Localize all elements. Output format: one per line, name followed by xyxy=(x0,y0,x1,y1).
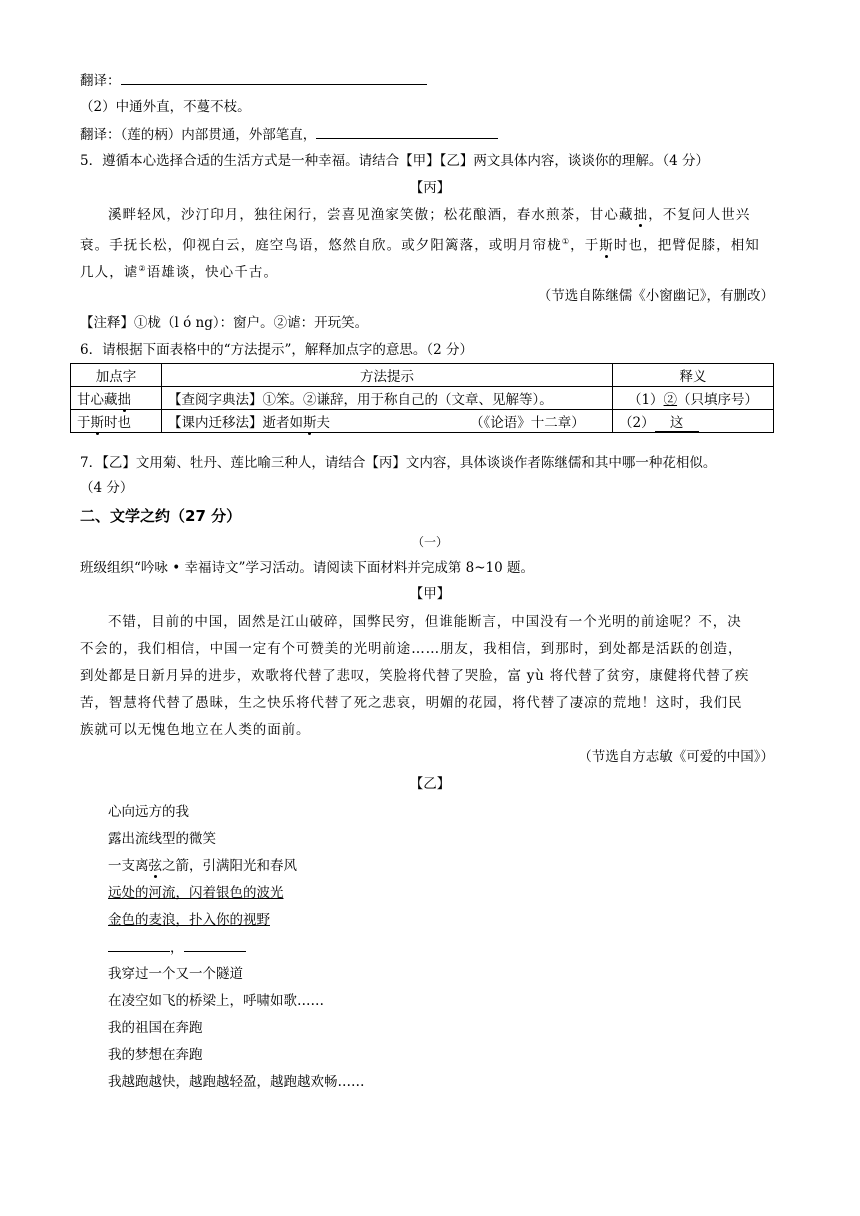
poem-line: 露出流线型的微笑 xyxy=(108,831,216,847)
text: 语雄谈，快心千古。 xyxy=(146,264,279,281)
cell-word xyxy=(71,387,162,410)
text: ， xyxy=(170,940,184,956)
header-dotted-word: 加点字 xyxy=(71,364,162,387)
dotted-char: 拙 xyxy=(117,392,131,408)
q4-item-2: （2）中通外直，不蔓不枝。 xyxy=(80,99,251,115)
bing-notes: 【注释】①栊（l ó ng）：窗户。②谑：开玩笑。 xyxy=(80,315,369,331)
answer-blank[interactable] xyxy=(316,124,498,139)
table-header-row xyxy=(71,364,774,387)
jia-line-2: 不会的，我们相信，中国一定有个可赞美的光明前途……朋友，我相信，到那时，到处都是活跃的创造， xyxy=(80,641,743,657)
question-6: 6．请根据下面表格中的“方法提示”，解释加点字的意思。（2 分） xyxy=(80,342,474,358)
jia-line-5: 族就可以无愧色地立在人类的面前。 xyxy=(80,722,311,738)
jia-line-1: 不错，目前的中国，固然是江山破碎，国弊民穷，但谁能断言，中国没有一个光明的前途呢？不，决 xyxy=(108,614,742,630)
text: 夫 xyxy=(316,415,330,431)
cell-answer xyxy=(613,387,774,410)
cell-hint xyxy=(162,410,613,433)
poem-line: 心向远方的我 xyxy=(108,804,189,820)
footnote-mark: ② xyxy=(138,264,147,273)
bing-source: （节选自陈继儒《小窗幽记》，有删改） xyxy=(537,288,774,304)
poem-line: 我越跑越快，越跑越轻盈，越跑越欢畅…… xyxy=(108,1074,365,1090)
jia-line-3: 到处都是日新月异的进步，欢歌将代替了悲叹，笑脸将代替了哭脸，富 yù 将代替了贫穷，康健将代替了疾 xyxy=(80,668,750,684)
text: 甘心藏 xyxy=(77,392,118,408)
translate-line-2 xyxy=(80,124,498,145)
bing-label: 【丙】 xyxy=(409,180,451,196)
text: 时也，把臂促膝，相知 xyxy=(613,237,760,254)
method-table xyxy=(70,363,774,433)
poem-blank-line xyxy=(108,937,246,958)
text: 溪畔轻风，沙汀印月，独往闲行，尝喜见渔家笑傲；松花酿酒，春水煎茶，甘心藏 xyxy=(108,207,634,223)
jia-source: （节选自方志敏《可爱的中国》） xyxy=(578,749,774,765)
text: 几人，谑 xyxy=(80,264,139,281)
text: 【课内迁移法】逝者如 xyxy=(168,415,303,431)
answer-fill[interactable]: 这 xyxy=(655,411,699,432)
poem-line: 我的梦想在奔跑 xyxy=(108,1047,203,1063)
text: （2） xyxy=(619,414,655,431)
footnote-mark: ① xyxy=(561,237,571,246)
text: 时也 xyxy=(104,415,131,431)
answer-blank[interactable] xyxy=(184,937,246,952)
answer-blank[interactable] xyxy=(121,70,427,85)
poem-line: 在凌空如飞的桥梁上，呼啸如歌…… xyxy=(108,993,324,1009)
table-row xyxy=(71,387,774,410)
jia-line-4: 苦，智慧将代替了愚昧，生之快乐将代替了死之悲哀，明媚的花园，将代替了凄凉的荒地！这时，我们民 xyxy=(80,695,743,711)
section-sub: （一） xyxy=(411,535,448,549)
text: （《论语》十二章） xyxy=(470,415,585,431)
answer-fill[interactable]: ② xyxy=(663,392,678,408)
answer-blank[interactable] xyxy=(108,937,170,952)
yi-label: 【乙】 xyxy=(409,776,451,792)
text: （只填序号） xyxy=(677,392,759,408)
dotted-char: 斯 xyxy=(303,415,317,431)
poem-line xyxy=(108,856,297,876)
jia-label: 【甲】 xyxy=(409,586,451,602)
question-5: 5．遵循本心选择合适的生活方式是一种幸福。请结合【甲】【乙】两文具体内容，谈谈你的理解。（4 分） xyxy=(80,153,709,169)
cell-hint: 【查阅字典法】①笨。②谦辞，用于称自己的（文章、见解等）。 xyxy=(162,387,613,410)
text: 之箭，引满阳光和春风 xyxy=(162,858,297,874)
bing-line-1 xyxy=(108,205,750,225)
poem-line: 我的祖国在奔跑 xyxy=(108,1020,203,1036)
translate-prefix: 翻译：（莲的柄）内部贯通，外部笔直， xyxy=(80,127,317,143)
table-row xyxy=(71,410,774,433)
text: 衰。手抚长松，仰视白云，庭空鸟语，悠然自欣。或夕阳篱落，或明月帘栊 xyxy=(80,237,562,254)
bing-line-2 xyxy=(80,232,760,256)
dotted-char: 斯 xyxy=(90,415,104,431)
translate-line-1 xyxy=(80,70,427,91)
text: ，于 xyxy=(570,237,600,254)
text: 于 xyxy=(77,415,91,431)
text: （1） xyxy=(627,392,664,408)
poem-line-underlined: 金色的麦浪，扑入你的视野 xyxy=(108,912,270,928)
dotted-char: 斯 xyxy=(599,237,614,254)
header-method: 方法提示 xyxy=(162,364,613,387)
translate-label: 翻译： xyxy=(80,73,121,89)
question-7-line-2: （4 分） xyxy=(80,480,134,496)
section-title: 二、文学之约（27 分） xyxy=(80,507,242,525)
cell-word xyxy=(71,410,162,433)
activity-intro: 班级组织“吟咏 • 幸福诗文”学习活动。请阅读下面材料并完成第 8~10 题。 xyxy=(80,560,535,576)
text: 一支离 xyxy=(108,858,149,874)
question-7-line-1: 7．【乙】文用菊、牡丹、莲比喻三种人，请结合【丙】文内容，具体谈谈作者陈继儒和其中哪一种花相似。 xyxy=(80,455,717,471)
dotted-char: 弦 xyxy=(148,858,162,874)
header-meaning: 释义 xyxy=(613,364,774,387)
dotted-char: 拙 xyxy=(633,207,649,223)
poem-line-underlined: 远处的河流，闪着银色的波光 xyxy=(108,885,284,901)
bing-line-3 xyxy=(80,259,278,283)
text: ，不复问人世兴 xyxy=(648,207,751,223)
cell-answer xyxy=(613,410,774,433)
poem-line: 我穿过一个又一个隧道 xyxy=(108,966,243,982)
